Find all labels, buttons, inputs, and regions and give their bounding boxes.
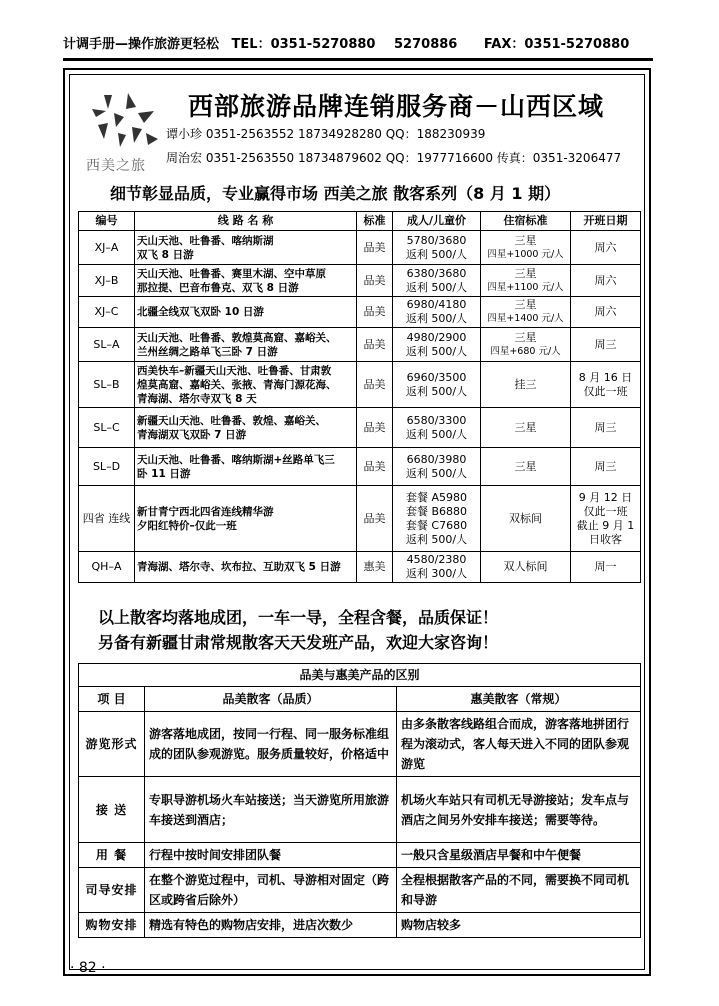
tour-route [135,297,357,328]
tour-price-line: 4580/2380 [406,553,467,566]
tour-hotel-line: 三星 [514,330,537,344]
tour-hotel [481,328,571,362]
tour-date [571,552,641,583]
tour-price-line: 4980/2900 [406,330,467,344]
col-header-standard: 标准 [357,212,393,231]
tour-date-line: 周六 [594,273,617,287]
tour-standard [357,297,393,328]
tour-route-line: 青海湖双飞双卧 7 日游 [137,428,247,441]
inner-frame [69,74,645,970]
tour-route-line: 兰州丝绸之路单飞三卧 7 日游 [137,345,278,358]
compare-header-item: 项 目 [79,687,145,712]
tour-table [78,211,641,583]
tour-date-line: 周三 [594,420,617,434]
tour-table-header [79,212,641,231]
tour-price-line: 6680/3980 [406,452,467,466]
top-header-bar [63,36,653,61]
tour-price-line: 返利 500/人 [405,280,468,294]
compare-item: 用 餐 [79,843,145,868]
tour-standard-line: 品美 [363,337,386,351]
tour-code [79,297,135,328]
tour-route-line: 夕阳红特价–仅此一班 [137,519,237,532]
tour-route-line: 天山天池、吐鲁番、赛里木湖、空中草原 [137,267,326,280]
table-row [79,408,641,448]
tour-date [571,265,641,297]
compare-table [78,663,641,938]
compare-row [79,843,641,868]
table-row [79,486,641,552]
tour-code-line: SL–D [92,459,121,473]
promo-line-2: 另备有新疆甘肃常规散客天天发班产品，欢迎大家咨询！ [98,633,499,652]
tour-route [135,328,357,362]
compare-pinmei: 精选有特色的购物店安排，进店次数少 [145,913,397,938]
page-subtitle: 细节彰显品质，专业赢得市场 西美之旅 散客系列（8 月 1 期） [110,184,561,203]
tour-price-line: 返利 500/人 [405,532,468,546]
tour-date-line: 仅此一班 [583,384,628,398]
tour-price-line: 套餐 B6880 [405,504,468,518]
tour-code-line: SL–B [93,377,120,391]
tour-hotel [481,297,571,328]
compare-item: 游览形式 [79,712,145,777]
tour-route [135,408,357,448]
brand-logo [84,87,174,174]
tour-price-line: 返利 500/人 [405,466,468,480]
tour-standard [357,408,393,448]
tour-code [79,231,135,265]
tour-route [135,265,357,297]
compare-header-huimei: 惠美散客（常规） [397,687,641,712]
compare-pinmei: 专职导游机场火车站接送；当天游览所用旅游车接送到酒店； [145,777,397,843]
tour-code [79,265,135,297]
compare-row [79,868,641,913]
compare-caption-row [79,664,641,687]
table-row [79,265,641,297]
tour-code-line: SL–C [93,420,120,434]
tour-hotel [481,265,571,297]
tour-code-line: XJ–B [94,273,119,287]
col-header-route: 线 路 名 称 [135,212,357,231]
tour-date [571,362,641,408]
col-header-code: 编号 [79,212,135,231]
tour-hotel [481,552,571,583]
tour-standard [357,265,393,297]
tour-price-line: 6960/3500 [406,370,467,384]
tour-standard [357,231,393,265]
tour-price-line: 5780/3680 [406,233,467,247]
tour-date-line: 周一 [594,560,617,573]
tour-code-line: QH–A [91,560,122,573]
brand-title: 西部旅游品牌连销服务商－山西区域 [188,92,605,121]
tour-price [393,448,481,486]
compare-item: 购物安排 [79,913,145,938]
star-logo-icon [84,87,174,153]
tour-price-line: 返利 500/人 [405,427,468,441]
tour-hotel [481,231,571,265]
tour-date-line: 仅此一班 [583,504,628,518]
compare-pinmei: 在整个游览过程中，司机、导游相对固定（跨区或跨省后除外） [145,868,397,913]
tour-route-line: 天山天池、吐鲁番、敦煌莫高窟、嘉峪关、 [137,331,337,344]
compare-huimei: 机场火车站只有司机无导游接站；发车点与酒店之间另外安排车接送；需要等待。 [397,777,641,843]
header-fax: FAX：0351-5270880 [483,37,630,52]
tour-price [393,297,481,328]
tour-price-line: 6380/3680 [406,266,467,280]
logo-text: 西美之旅 [86,158,146,174]
header-tel: TEL：0351-5270880 [231,37,376,52]
table-row [79,552,641,583]
header-slogan: 计调手册—操作旅游更轻松 [63,37,220,52]
compare-item: 接 送 [79,777,145,843]
tour-date [571,231,641,265]
tour-hotel-line: 三星 [514,420,537,434]
tour-route-line: 天山天池、吐鲁番、喀纳斯湖 [137,234,274,247]
tour-route [135,486,357,552]
tour-code-line: XJ–C [94,305,119,318]
compare-pinmei: 行程中按时间安排团队餐 [145,843,397,868]
tour-date [571,486,641,552]
tour-date-line: 截止 9 月 1 [576,518,635,532]
tour-price-line: 返利 300/人 [405,567,468,580]
tour-standard [357,448,393,486]
table-row [79,328,641,362]
tour-route-line: 北疆全线双飞双卧 10 日游 [137,306,264,318]
tour-code-line: SL–A [93,337,120,351]
table-row [79,448,641,486]
tour-date-line: 8 月 16 日 [578,370,633,384]
tour-price-line: 返利 500/人 [405,247,468,261]
tour-standard-line: 品美 [363,511,386,525]
compare-header-row [79,687,641,712]
col-header-price: 成人/儿童价 [393,212,481,231]
table-row [79,231,641,265]
tour-standard [357,486,393,552]
tour-standard-line: 品美 [363,420,386,434]
tour-standard [357,328,393,362]
tour-route [135,231,357,265]
tour-route-line: 天山天池、吐鲁番、喀纳斯湖+丝路单飞三 [137,453,335,466]
tour-code [79,448,135,486]
compare-row [79,913,641,938]
tour-hotel-line: 三星 [514,298,537,311]
tour-price [393,486,481,552]
tour-route-line: 那拉提、巴音布鲁克、双飞 8 日游 [137,281,299,294]
tour-route-line: 新疆天山天池、吐鲁番、敦煌、嘉峪关、 [137,414,326,427]
tour-route-line: 煌莫高窟、嘉峪关、张掖、青海门源花海、 [137,378,337,391]
tour-code [79,552,135,583]
tour-code-line: XJ–A [94,240,119,254]
col-header-hotel: 住宿标准 [481,212,571,231]
tour-date-line: 日收客 [589,532,622,546]
compare-row [79,777,641,843]
tour-route-line: 青海湖、塔尔寺、坎布拉、互助双飞 5 日游 [137,561,341,573]
tour-route-line: 西美快车–新疆天山天池、吐鲁番、甘肃敦 [137,364,332,377]
tour-standard-line: 品美 [363,273,386,287]
tour-date [571,408,641,448]
tour-price-line: 返利 500/人 [405,312,468,325]
tour-code [79,408,135,448]
compare-huimei: 由多条散客线路组合而成，游客落地拼团行程为滚动式，客人每天进入不同的团队参观游览 [397,712,641,777]
compare-caption: 品美与惠美产品的区别 [79,664,641,687]
tour-hotel [481,448,571,486]
tour-date [571,448,641,486]
tour-hotel-line: 双标间 [509,511,542,525]
tour-route [135,448,357,486]
tour-hotel-line: 三星 [514,266,537,280]
tour-hotel [481,408,571,448]
tour-price-line: 返利 500/人 [405,384,468,398]
compare-pinmei: 游客落地成团，按同一行程、同一服务标准组成的团队参观游览。服务质量较好，价格适中 [145,712,397,777]
tour-hotel [481,486,571,552]
tour-hotel-line: 双人标间 [503,560,548,573]
compare-row [79,712,641,777]
tour-date [571,328,641,362]
tour-price-line: 套餐 A5980 [405,490,467,504]
col-header-date: 开班日期 [571,212,641,231]
tour-price-line: 套餐 C7680 [405,518,468,532]
page-frame [63,68,651,976]
tour-route [135,362,357,408]
tour-standard-line: 品美 [363,305,386,318]
tour-price [393,552,481,583]
compare-huimei: 全程根据散客产品的不同，需要换不同司机和导游 [397,868,641,913]
contact-line-2: 周治宏 0351-2563550 18734879602 QQ：1977716600 传真：0351-3206477 [166,151,622,165]
header-tel2: 5270886 [394,37,458,52]
tour-date-line: 周三 [594,459,617,473]
contact-line-1: 谭小珍 0351-2563552 18734928280 QQ：188230939 [166,127,486,141]
tour-hotel [481,362,571,408]
tour-date-line: 9 月 12 日 [578,490,633,504]
tour-standard [357,552,393,583]
tour-price-line: 6980/4180 [406,298,467,311]
compare-huimei: 一般只含星级酒店早餐和中午便餐 [397,843,641,868]
tour-date-line: 周六 [594,240,617,254]
tour-standard-line: 品美 [363,459,386,473]
tour-date [571,297,641,328]
tour-code [79,362,135,408]
tour-code-line: 四省 连线 [82,511,131,525]
tour-date-line: 周六 [594,305,617,318]
tour-route-line: 卧 11 日游 [137,467,191,480]
table-row [79,297,641,328]
tour-price [393,265,481,297]
tour-route [135,552,357,583]
tour-code [79,486,135,552]
promo-line-1: 以上散客均落地成团，一车一导，全程含餐，品质保证！ [98,608,499,627]
tour-price [393,362,481,408]
tour-price-line: 6580/3300 [406,413,467,427]
compare-huimei: 购物店较多 [397,913,641,938]
compare-item: 司导安排 [79,868,145,913]
tour-code [79,328,135,362]
tour-route-line: 双飞 8 日游 [137,248,194,261]
tour-hotel-upgrade: 四星+1400 元/人 [487,313,564,324]
tour-price [393,328,481,362]
table-row [79,362,641,408]
page-number: · 82 · [70,960,106,976]
tour-hotel-line: 三星 [514,459,537,473]
tour-price [393,408,481,448]
tour-standard [357,362,393,408]
tour-price-line: 返利 500/人 [405,344,468,358]
tour-standard-line: 惠美 [363,560,386,573]
tour-hotel-line: 三星 [514,233,537,247]
tour-route-line: 新甘青宁西北四省连线精华游 [137,505,274,518]
tour-hotel-upgrade: 四星+1100 元/人 [487,281,564,293]
tour-date-line: 周三 [594,337,617,351]
tour-standard-line: 品美 [363,240,386,254]
tour-hotel-upgrade: 四星+680 元/人 [490,345,561,357]
tour-price [393,231,481,265]
compare-header-pinmei: 品美散客（品质） [145,687,397,712]
tour-hotel-upgrade: 四星+1000 元/人 [487,248,564,260]
tour-hotel-line: 挂三 [514,377,537,391]
tour-route-line: 青海湖、塔尔寺双飞 8 天 [137,392,257,405]
tour-standard-line: 品美 [363,377,386,391]
